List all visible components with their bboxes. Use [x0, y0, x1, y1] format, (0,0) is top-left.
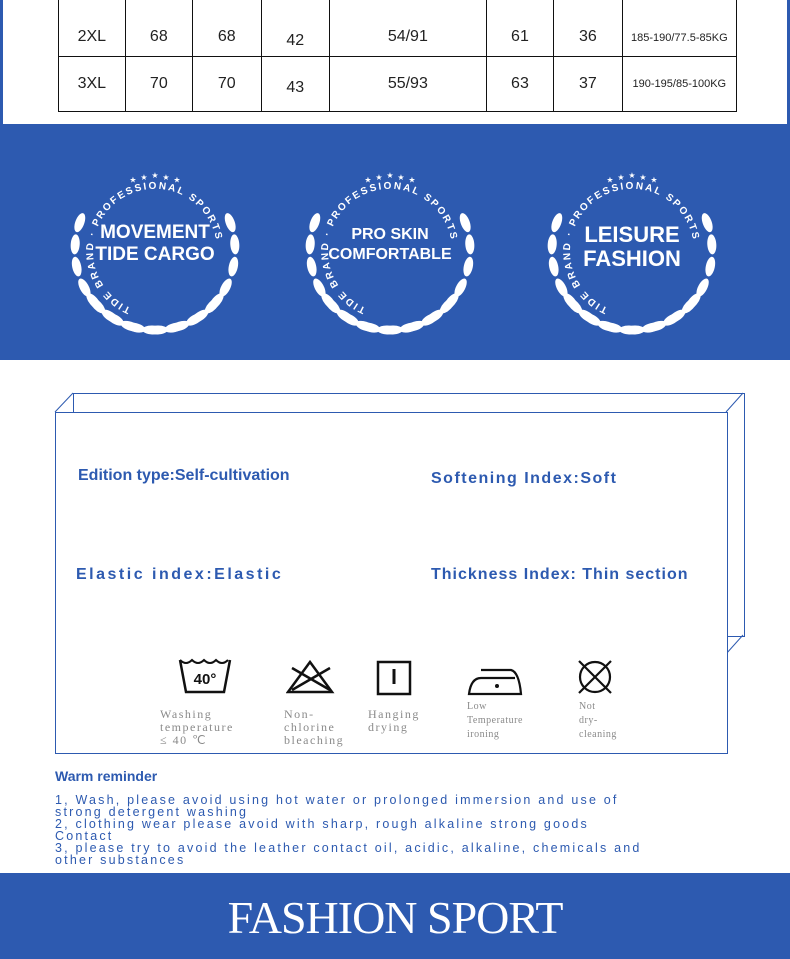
warm-line: 1, Wash, please avoid using hot water or prolonged immersion and use of	[55, 793, 619, 807]
badge-leisure	[537, 160, 727, 340]
star-icon: ★	[140, 173, 148, 183]
care-caption: Hanging drying	[368, 707, 420, 734]
footer-banner	[0, 873, 790, 959]
star-icon: ★	[639, 173, 647, 183]
badge-line1: LEISURE	[584, 222, 680, 247]
size-table	[58, 0, 737, 112]
no-bleach-icon	[286, 658, 336, 698]
table-cell: 70	[125, 57, 192, 112]
thickness-index: Thickness Index: Thin section	[431, 566, 689, 583]
care-caption: Low Temperature ironing	[467, 701, 523, 740]
size-table-band	[0, 0, 790, 128]
star-icon: ★	[606, 175, 614, 185]
care-caption: Washing temperature ≤ 40 ℃	[160, 707, 234, 747]
table-cell: 68	[193, 0, 261, 57]
table-cell: 42	[261, 0, 329, 57]
table-row	[59, 57, 737, 112]
badge-line2: FASHION	[583, 246, 681, 271]
low-iron-icon	[467, 658, 527, 698]
washing-40-icon	[178, 658, 234, 698]
warm-line: other substances	[55, 853, 186, 867]
table-cell: 68	[125, 0, 192, 57]
footer-title: FASHION SPORT	[227, 892, 563, 943]
star-icon: ★	[650, 175, 658, 185]
table-cell: 54/91	[329, 0, 486, 57]
no-dry-clean-icon	[573, 658, 617, 698]
warm-line: strong detergent washing	[55, 805, 249, 819]
badge-movement	[60, 160, 250, 340]
wash-temp-label: 40°	[193, 671, 217, 688]
star-icon: ★	[173, 175, 181, 185]
ring-text: TIDE BRAND · PROFESSIONAL SPORTS	[84, 180, 225, 316]
warm-line: 3, please try to avoid the leather contact oil, acidic, alkaline, chemicals and	[55, 841, 642, 855]
table-cell: 43	[261, 57, 329, 112]
star-icon: ★	[364, 175, 372, 185]
badge-line1: PRO SKIN	[351, 226, 429, 243]
care-caption: Not dry-cleaning	[579, 701, 617, 740]
warm-line: 2, clothing wear please avoid with sharp, rough alkaline strong goods	[55, 817, 589, 831]
table-cell: 70	[193, 57, 261, 112]
star-icon: ★	[628, 171, 636, 180]
table-cell: 2XL	[59, 0, 126, 57]
softening-index: Softening Index:Soft	[431, 470, 618, 487]
ring-text: TIDE BRAND · PROFESSIONAL SPORTS	[561, 180, 702, 316]
star-icon: ★	[397, 173, 405, 183]
table-cell: 55/93	[329, 57, 486, 112]
badge-line2: COMFORTABLE	[328, 246, 452, 263]
star-icon: ★	[617, 173, 625, 183]
badge-band	[0, 128, 790, 360]
badge-pro-skin	[295, 160, 485, 340]
table-cell: 63	[486, 57, 553, 112]
table-cell: 61	[486, 0, 553, 57]
edition-type: Edition type:Self-cultivation	[78, 467, 290, 484]
hanging-dry-icon	[376, 658, 416, 698]
warm-reminder-title: Warm reminder	[55, 768, 158, 784]
size-table-panel	[3, 0, 787, 124]
star-icon: ★	[151, 171, 159, 180]
star-icon: ★	[408, 175, 416, 185]
warm-line: Contact	[55, 829, 114, 843]
elastic-index: Elastic index:Elastic	[76, 566, 284, 583]
star-icon: ★	[375, 173, 383, 183]
badge-line2: TIDE CARGO	[95, 244, 215, 265]
table-cell: 36	[554, 0, 622, 57]
care-caption: Non- chlorine bleaching	[284, 707, 345, 747]
table-cell: 185-190/77.5-85KG	[622, 0, 736, 57]
table-row	[59, 0, 737, 57]
ring-text: TIDE BRAND · PROFESSIONAL SPORTS	[319, 180, 460, 316]
star-icon: ★	[386, 171, 394, 180]
table-cell: 37	[554, 57, 622, 112]
badge-line1: MOVEMENT	[100, 222, 210, 243]
table-cell: 190-195/85-100KG	[622, 57, 736, 112]
star-icon: ★	[162, 173, 170, 183]
table-cell: 3XL	[59, 57, 126, 112]
star-icon: ★	[129, 175, 137, 185]
